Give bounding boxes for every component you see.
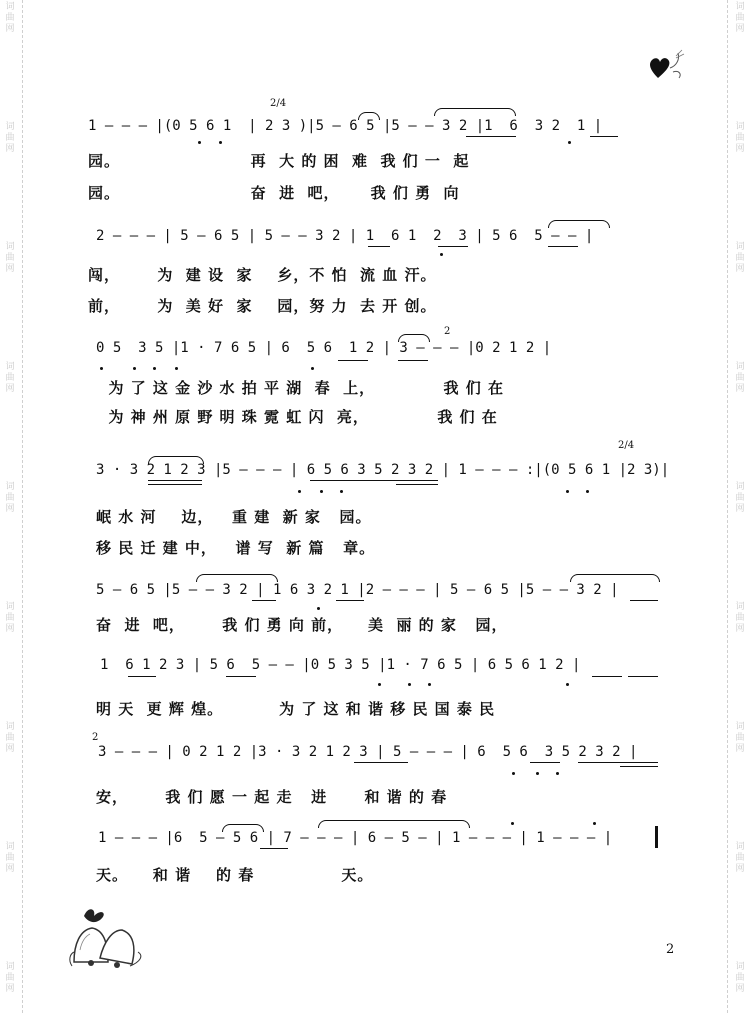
- low-octave-dot: [198, 141, 201, 144]
- low-octave-dot: [219, 141, 222, 144]
- low-octave-dot: [317, 607, 320, 610]
- underline-beam: [128, 676, 156, 677]
- heart-ornament-icon: [646, 48, 686, 84]
- watermark-right-9: 词曲网: [735, 962, 745, 994]
- low-octave-dot: [566, 490, 569, 493]
- watermark-left-6: 词曲网: [5, 602, 15, 634]
- underline-beam: [252, 600, 276, 601]
- low-octave-dot: [428, 683, 431, 686]
- right-watermark-strip: [727, 0, 750, 1013]
- score-line-4: 3 · 3 2 1 2 3 |5 — — — | 6 5 6 3 5 2 3 2 | 1 — — — :|(0 5 6 1 |2 3)|: [96, 462, 670, 478]
- tie-mark: [196, 574, 278, 582]
- underline-beam: [396, 484, 438, 485]
- underline-beam: [398, 360, 428, 361]
- underline-beam: [336, 600, 364, 601]
- score-line-1: 1 — — — |(0 5 6 1 | 2 3 )|5 — 6 5 |5 — — 3 2 |1 6 3 2 1 |: [88, 118, 603, 134]
- underline-beam: [628, 676, 658, 677]
- underline-beam: [354, 762, 408, 763]
- low-octave-dot: [340, 490, 343, 493]
- time-signature-3: 2: [444, 326, 451, 337]
- lyric-line-2b: 前， 为 美 好 家 园，努 力 去 开 创。: [88, 297, 437, 315]
- tie-mark: [570, 574, 660, 582]
- low-octave-dot: [133, 367, 136, 370]
- watermark-right-7: 词曲网: [735, 722, 745, 754]
- low-octave-dot: [311, 367, 314, 370]
- low-octave-dot: [568, 141, 571, 144]
- score-line-2: 2 — — — | 5 — 6 5 | 5 — — 3 2 | 1 6 1 2 3 | 5 6 5 — — |: [96, 228, 594, 244]
- score-line-3: 0 5 3 5 |1 · 7 6 5 | 6 5 6 1 2 | 3 — — — |0 2 1 2 |: [96, 340, 552, 356]
- high-octave-dot: [511, 822, 514, 825]
- watermark-left-9: 词曲网: [5, 962, 15, 994]
- low-octave-dot: [100, 367, 103, 370]
- lyric-line-6: 明 天 更 辉 煌。 为 了 这 和 谐 移 民 国 泰 民: [96, 700, 496, 718]
- lyric-line-3a: 为 了 这 金 沙 水 拍 平 湖 春 上， 我 们 在: [96, 379, 505, 397]
- underline-beam: [260, 848, 288, 849]
- underline-beam: [438, 246, 468, 247]
- lyric-line-1a: 园。 再 大 的 困 难 我 们 一 起: [88, 152, 470, 170]
- watermark-right-8: 词曲网: [735, 842, 745, 874]
- score-line-6: 1 6 1 2 3 | 5 6 5 — — |0 5 3 5 |1 · 7 6 5 | 6 5 6 1 2 |: [100, 657, 581, 673]
- underline-beam: [530, 762, 560, 763]
- underline-beam: [310, 480, 438, 481]
- watermark-right-3: 词曲网: [735, 242, 745, 274]
- high-octave-dot: [593, 822, 596, 825]
- underline-beam: [578, 762, 658, 763]
- underline-beam: [148, 480, 202, 481]
- lyric-line-3b: 为 神 州 原 野 明 珠 霓 虹 闪 亮， 我 们 在: [96, 408, 498, 426]
- score-line-8: 1 — — — |6 5 — 5 6 | 7 — — — | 6 — 5 — | 1 — — — | 1 — — — |: [98, 830, 613, 846]
- lyric-line-2a: 闯， 为 建 设 家 乡，不 怕 流 血 汗。: [88, 266, 437, 284]
- bells-ornament-icon: [60, 900, 150, 970]
- low-octave-dot: [408, 683, 411, 686]
- underline-beam: [226, 676, 256, 677]
- underline-beam: [592, 676, 622, 677]
- low-octave-dot: [320, 490, 323, 493]
- tie-mark: [148, 456, 204, 464]
- watermark-right-5: 词曲网: [735, 482, 745, 514]
- low-octave-dot: [153, 367, 156, 370]
- underline-beam: [620, 766, 658, 767]
- watermark-right-1: 词曲网: [735, 2, 745, 34]
- watermark-left-8: 词曲网: [5, 842, 15, 874]
- tie-mark: [398, 334, 430, 342]
- low-octave-dot: [556, 772, 559, 775]
- watermark-left-2: 词曲网: [5, 122, 15, 154]
- underline-beam: [466, 136, 516, 137]
- watermark-left-4: 词曲网: [5, 362, 15, 394]
- watermark-left-1: 词曲网: [5, 2, 15, 34]
- tie-mark: [222, 824, 264, 832]
- watermark-left-3: 词曲网: [5, 242, 15, 274]
- tie-mark: [434, 108, 516, 116]
- underline-beam: [590, 136, 618, 137]
- lyric-line-4b: 移 民 迁 建 中， 谱 写 新 篇 章。: [96, 539, 376, 557]
- underline-beam: [548, 246, 578, 247]
- low-octave-dot: [536, 772, 539, 775]
- lyric-line-4a: 岷 水 河 边， 重 建 新 家 园。: [96, 508, 372, 526]
- time-signature-4: 2/4: [618, 440, 635, 451]
- time-signature-7: 2: [92, 732, 99, 743]
- underline-beam: [338, 360, 368, 361]
- watermark-right-6: 词曲网: [735, 602, 745, 634]
- low-octave-dot: [512, 772, 515, 775]
- low-octave-dot: [298, 490, 301, 493]
- tie-mark: [318, 820, 470, 828]
- watermark-right-4: 词曲网: [735, 362, 745, 394]
- lyric-line-1b: 园。 奋 进 吧， 我 们 勇 向: [88, 184, 460, 202]
- low-octave-dot: [566, 683, 569, 686]
- underline-beam: [630, 600, 658, 601]
- lyric-line-7: 安， 我 们 愿 一 起 走 进 和 谐 的 春: [96, 788, 448, 806]
- watermark-left-5: 词曲网: [5, 482, 15, 514]
- page-number: 2: [666, 942, 675, 957]
- tie-mark: [548, 220, 610, 228]
- lyric-line-8: 天。 和 谐 的 春 天。: [96, 866, 374, 884]
- underline-beam: [368, 246, 390, 247]
- watermark-left-7: 词曲网: [5, 722, 15, 754]
- left-watermark-strip: [0, 0, 23, 1013]
- low-octave-dot: [440, 253, 443, 256]
- low-octave-dot: [175, 367, 178, 370]
- underline-beam: [148, 484, 202, 485]
- time-signature-1: 2/4: [270, 98, 287, 109]
- low-octave-dot: [378, 683, 381, 686]
- final-barline: [655, 826, 658, 848]
- tie-mark: [358, 112, 380, 120]
- watermark-right-2: 词曲网: [735, 122, 745, 154]
- low-octave-dot: [586, 490, 589, 493]
- score-line-5: 5 — 6 5 |5 — — 3 2 | 1 6 3 2 1 |2 — — — | 5 — 6 5 |5 — — 3 2 |: [96, 582, 619, 598]
- score-line-7: 3 — — — | 0 2 1 2 |3 · 3 2 1 2 3 | 5 — — — | 6 5 6 3 5 2 3 2 |: [98, 744, 638, 760]
- lyric-line-5: 奋 进 吧， 我 们 勇 向 前， 美 丽 的 家 园，: [96, 616, 508, 634]
